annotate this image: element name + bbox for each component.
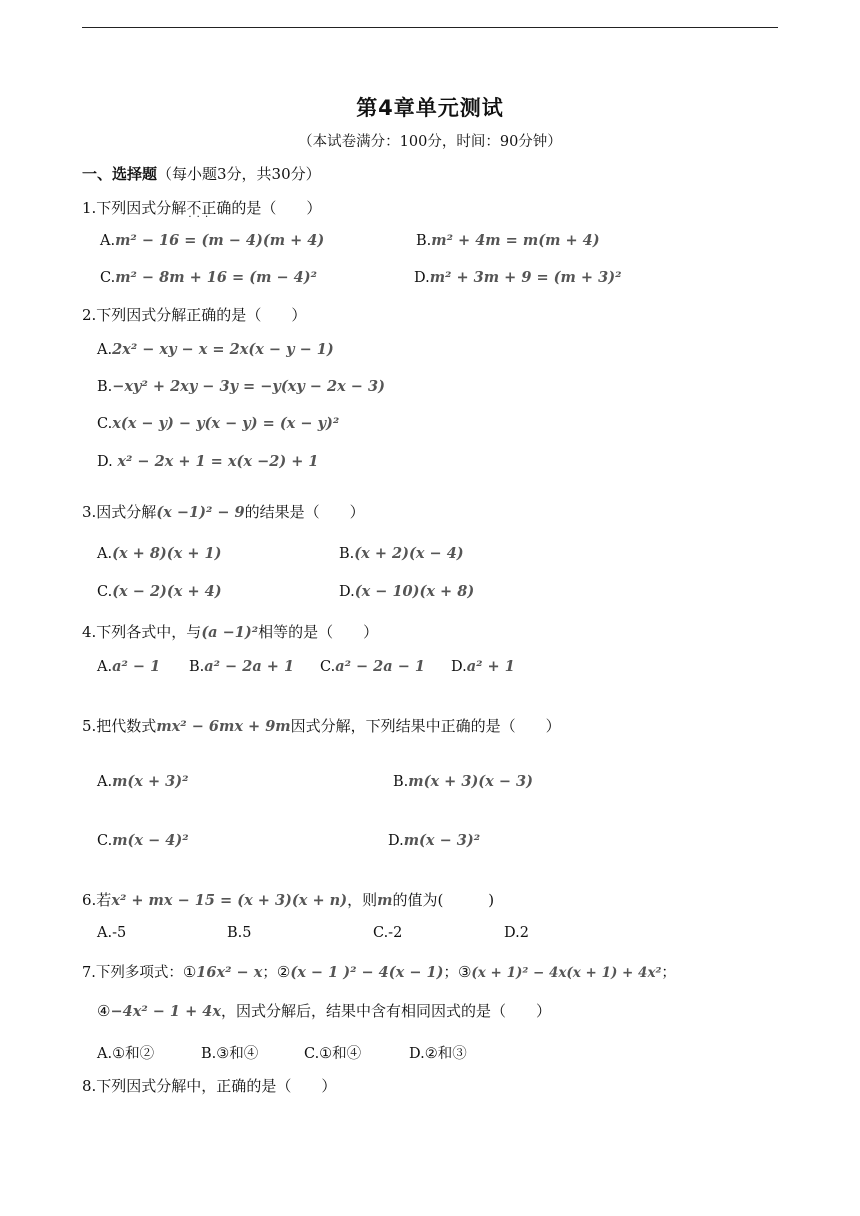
option-expression: x(x − y) − y(x − y) = (x − y)² bbox=[112, 415, 340, 432]
header-rule bbox=[82, 27, 778, 28]
question-5-stem bbox=[82, 715, 561, 736]
separator: ； bbox=[443, 965, 458, 981]
section-label: 一、选择题 bbox=[82, 165, 158, 183]
option-expression: a² − 2a − 1 bbox=[335, 658, 425, 675]
question-7-stem bbox=[82, 961, 676, 982]
option-expression: x² − 2x + 1 = x(x −2) + 1 bbox=[117, 453, 319, 470]
q4-stem-part: 4.下列各式中，与 bbox=[82, 623, 202, 641]
q5-option-a[interactable] bbox=[97, 773, 189, 790]
option-expression: (x + 8)(x + 1) bbox=[112, 545, 222, 562]
option-expression: a² + 1 bbox=[466, 658, 515, 675]
option-expression: m² + 4m = m(m + 4) bbox=[431, 232, 600, 249]
option-expression: a² − 2a + 1 bbox=[204, 658, 295, 675]
q4-option-a[interactable] bbox=[97, 658, 160, 675]
q7-stem-part: ，因式分解后，结果中含有相同因式的是（ ） bbox=[221, 1002, 552, 1020]
option-label: C. bbox=[320, 659, 336, 675]
separator: ； bbox=[661, 965, 676, 981]
question-4-stem bbox=[82, 621, 378, 642]
q1-stem-part: 1.下列因式分解 bbox=[82, 199, 187, 217]
option-label: D. bbox=[414, 270, 430, 286]
option-expression: (x − 2)(x + 4) bbox=[112, 583, 222, 600]
page-subtitle: （本试卷满分：100分，时间：90分钟） bbox=[298, 134, 562, 150]
separator: ； bbox=[262, 965, 277, 981]
option-label: C. bbox=[97, 833, 113, 849]
option-label: A. bbox=[97, 774, 113, 790]
q6-expression: x² + mx − 15 = (x + 3)(x + n) bbox=[111, 892, 348, 909]
q7-expression-2: (x − 1 )² − 4(x − 1) bbox=[290, 964, 444, 981]
q5-option-d[interactable] bbox=[388, 832, 480, 849]
q3-stem-part: 的结果是（ ） bbox=[244, 503, 365, 521]
q7-expression-4: −4x² − 1 + 4x bbox=[110, 1003, 222, 1020]
q1-option-a[interactable] bbox=[100, 232, 324, 249]
q4-option-d[interactable] bbox=[451, 658, 515, 675]
option-label: C. bbox=[97, 584, 113, 600]
question-8-stem: 8.下列因式分解中，正确的是（ ） bbox=[82, 1077, 337, 1095]
q4-option-c[interactable] bbox=[320, 658, 425, 675]
option-expression: (x + 2)(x − 4) bbox=[354, 545, 464, 562]
q3-expression: (x −1)² − 9 bbox=[156, 504, 245, 521]
q5-option-b[interactable] bbox=[393, 773, 533, 790]
option-label: C. bbox=[97, 416, 113, 432]
q4-expression: (a −1)² bbox=[201, 624, 259, 641]
page-title: 第4章单元测试 bbox=[356, 96, 504, 120]
q2-option-c[interactable] bbox=[97, 415, 339, 432]
q7-option-c[interactable]: C.①和④ bbox=[304, 1046, 362, 1062]
q3-option-a[interactable] bbox=[97, 545, 222, 562]
section-heading bbox=[82, 163, 321, 184]
option-label: D. bbox=[451, 659, 467, 675]
question-1-stem bbox=[82, 197, 321, 218]
q7-expression-1: 16x² − x bbox=[196, 964, 263, 981]
option-label: A. bbox=[97, 342, 113, 358]
option-label: B. bbox=[339, 546, 355, 562]
q6-stem-part: ，则 bbox=[347, 891, 378, 909]
question-7-stem-line2 bbox=[97, 1000, 551, 1021]
q3-option-c[interactable] bbox=[97, 583, 222, 600]
option-label: B. bbox=[393, 774, 409, 790]
option-label: B. bbox=[97, 379, 113, 395]
circled-3: ③ bbox=[457, 963, 472, 981]
q2-option-a[interactable] bbox=[97, 341, 334, 358]
option-expression: m(x + 3)(x − 3) bbox=[408, 773, 534, 790]
q1-option-b[interactable] bbox=[416, 232, 600, 249]
q6-option-a[interactable]: A.-5 bbox=[97, 925, 127, 941]
q7-option-d[interactable]: D.②和③ bbox=[409, 1046, 467, 1062]
option-label: A. bbox=[100, 233, 116, 249]
q5-stem-part: 5.把代数式 bbox=[82, 717, 157, 735]
option-label: B. bbox=[189, 659, 205, 675]
option-expression: m² − 16 = (m − 4)(m + 4) bbox=[115, 232, 325, 249]
q2-option-b[interactable] bbox=[97, 378, 385, 395]
option-expression: 2x² − xy − x = 2x(x − y − 1) bbox=[112, 341, 334, 358]
option-label: B. bbox=[416, 233, 432, 249]
question-3-stem bbox=[82, 501, 365, 522]
q3-option-d[interactable] bbox=[339, 583, 474, 600]
q1-option-d[interactable] bbox=[414, 269, 621, 286]
option-label: D. bbox=[339, 584, 355, 600]
q1-option-c[interactable] bbox=[100, 269, 317, 286]
question-6-stem bbox=[82, 889, 494, 910]
q6-option-b[interactable]: B.5 bbox=[227, 925, 252, 941]
q5-option-c[interactable] bbox=[97, 832, 189, 849]
option-expression: m² − 8m + 16 = (m − 4)² bbox=[115, 269, 317, 286]
option-expression: −xy² + 2xy − 3y = −y(xy − 2x − 3) bbox=[112, 378, 385, 395]
option-label: C. bbox=[100, 270, 116, 286]
q5-expression: mx² − 6mx + 9m bbox=[156, 718, 291, 735]
q4-option-b[interactable] bbox=[189, 658, 294, 675]
q7-option-a[interactable]: A.①和② bbox=[97, 1046, 155, 1062]
q6-option-d[interactable]: D.2 bbox=[504, 925, 529, 941]
q7-option-b[interactable]: B.③和④ bbox=[201, 1046, 259, 1062]
option-label: A. bbox=[97, 546, 113, 562]
q6-option-c[interactable]: C.-2 bbox=[373, 925, 403, 941]
option-label: D. bbox=[97, 454, 113, 470]
circled-1: ① bbox=[182, 963, 197, 981]
option-expression: m(x − 3)² bbox=[403, 832, 481, 849]
q7-stem-part: 7.下列多项式： bbox=[82, 965, 183, 981]
section-note: （每小题3分，共30分） bbox=[157, 165, 321, 183]
option-label: D. bbox=[388, 833, 404, 849]
q6-stem-part: 6.若 bbox=[82, 891, 112, 909]
circled-2: ② bbox=[276, 963, 291, 981]
q6-variable: m bbox=[377, 892, 393, 909]
q7-expression-3: (x + 1)² − 4x(x + 1) + 4x² bbox=[471, 965, 662, 981]
circled-4: ④ bbox=[97, 1002, 111, 1020]
q6-stem-part: 的值为( ) bbox=[392, 891, 495, 909]
option-expression: m(x − 4)² bbox=[112, 832, 189, 849]
option-expression: m(x + 3)² bbox=[112, 773, 189, 790]
q3-stem-part: 3.因式分解 bbox=[82, 503, 157, 521]
option-expression: (x − 10)(x + 8) bbox=[354, 583, 475, 600]
q3-option-b[interactable] bbox=[339, 545, 464, 562]
option-expression: a² − 1 bbox=[112, 658, 161, 675]
q1-stem-part: 的是（ ） bbox=[231, 199, 322, 217]
question-2-stem: 2.下列因式分解正确的是（ ） bbox=[82, 306, 307, 324]
option-label: A. bbox=[97, 659, 113, 675]
option-expression: m² + 3m + 9 = (m + 3)² bbox=[429, 269, 622, 286]
q4-stem-part: 相等的是（ ） bbox=[258, 623, 379, 641]
q2-option-d[interactable] bbox=[97, 453, 319, 470]
q5-stem-part: 因式分解，下列结果中正确的是（ ） bbox=[290, 717, 561, 735]
q1-emphasis: 不正确 · · · bbox=[186, 197, 231, 218]
